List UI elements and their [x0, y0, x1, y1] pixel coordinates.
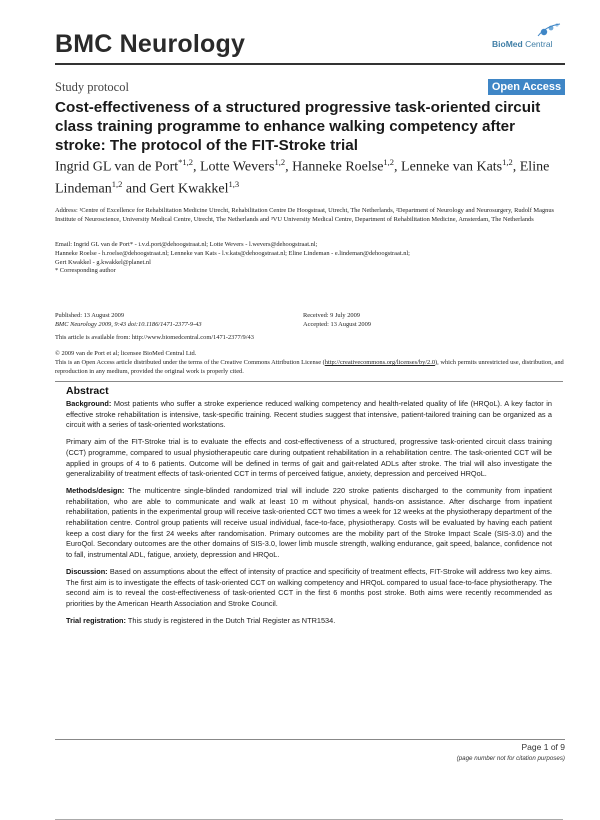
author-emails: [55, 240, 565, 267]
author-affiliation: 1,2: [502, 157, 513, 167]
abstract-registration: Trial registration: This study is registered in the Dutch Trial Register as NTR1534.: [66, 615, 336, 625]
email-line: Gert Kwakkel - g.kwakkel@planet.nl: [55, 259, 151, 266]
abstract-aim: Primary aim of the FIT-Stroke trial is to evaluate the effects and cost-effectiveness of a structured, progressive task-oriented circuit class training (CCT) programme, compared to usual physiotherapeutic care during outpatient rehabilitation in a rehabilitation centre. The task-oriented CCT will be applied in groups of 4 to 6 patients. Outcome will be defined in terms of gait and gait-related ADLs after stroke. The trial will also investigate the generalizability of treatment effects of task-oriented CCT in terms of perceived fatigue, anxiety, depression and perceived HRQoL.: [66, 437, 552, 479]
abstract-discussion: Discussion: Based on assumptions about the effect of intensity of practice and specificity of treatment effects, FIT-Stroke will address two key aims. The first aim is to investigate the effects of task-oriented CCT on walking competency and HRQoL compared to usual face-to-face physiotherapy. The second aim is to reveal the cost-effectiveness of task-oriented CCT in the first 6 months post stroke. Both aims were recently recommended as priorities by the American Hearth Association and Stroke Council.: [66, 566, 552, 608]
page-number: Page 1 of 9: [521, 742, 565, 752]
availability-url[interactable]: This article is available from: http://www.biomedcentral.com/1471-2377/9/43: [55, 334, 254, 341]
author-list: Ingrid GL van de Port$^{*1,2}$, Lotte Wevers$^{1,2}$, Hanneke Roelse$^{1,2}$, Lenneke van Kats$^{1,2}$, Eline Lindeman$^{1,2}$ and Gert Kwakkel$^{1,3}$: [55, 157, 550, 197]
author-name: Lenneke van Kats: [401, 159, 503, 175]
article-title: Cost-effectiveness of a structured progressive task-oriented circuit class training programme to enhance walking competency after stroke: The protocol of the FIT-Stroke trial: [55, 99, 541, 154]
citation: BMC Neurology 2009, 9:43 doi:10.1186/1471-2377-9-43: [55, 321, 202, 328]
abstract-methods: Methods/design: The multicentre single-blinded randomized trial will include 220 stroke patients discharged to the community from inpatient rehabilitation, who are able to communicate and walk at least 10 m without physical, hands-on assistance. After discharge from inpatient rehabilitation, patients in the experimental group will receive task-oriented CCT two times a week for 12 weeks at the physiotherapy department of the rehabilitation centre. Control group patients will receive usual individual, face-to-face, physiotherapy. Costs will be evaluated by having each patient keep a cost diary for the first 24 weeks after randomisation. Primary outcomes are the mobility part of the Stroke Impact Scale (SIS-3.0) and the EuroQol. Secondary outcomes are the other domains of SIS-3.0, lower limb muscle strength, walking endurance, gait speed, balance, confidence not to fall, instrumental ADL, fatigue, anxiety, depression and HRQoL.: [66, 485, 552, 560]
author-addresses: Address: ¹Centre of Excellence for Rehabilitation Medicine Utrecht, Rehabilitation Centre De Hoogstraat, Utrecht, The Netherlands, ²Department of Neurology and Neurosurgery, Rudolf Magnus Institute of Neuroscience, University Medical Centre, Utrecht, The Netherlands and ³VU University Medical Centre, Department of Rehabilitation Medicine, Amsterdam, The Netherlands: [55, 207, 555, 223]
accepted-date: Accepted: 13 August 2009: [303, 321, 371, 328]
article-type: Study protocol: [55, 80, 129, 94]
author-affiliation: 1,2: [383, 157, 395, 167]
abstract-background: Background: Most patients who suffer a stroke experience reduced walking competency and health-related quality of life (HRQoL). A key factor in effective stroke rehabilitation is intensive, task-specific training. Recent studies suggest that intensive, patient-tailored training can be organized as a circuit with a series of task-oriented workstations.: [66, 399, 552, 430]
corresponding-author-note: * Corresponding author: [55, 267, 116, 274]
footer-rule: [55, 739, 565, 740]
page-number-note: (page number not for citation purposes): [456, 755, 565, 762]
author-name: Ingrid GL van de Port: [55, 159, 179, 175]
logo-dots-icon: [522, 22, 562, 38]
open-access-badge: Open Access: [488, 79, 565, 95]
author-affiliation: 1,3: [228, 179, 240, 190]
license-text: This is an Open Access article distributed under the terms of the Creative Commons Attribution License (http://creativecommons.org/licenses/by/2.0), which permits unrestricted use, distribution, and reproduction in any medium, provided the original work is properly cited.: [55, 359, 564, 375]
journal-title: BMC Neurology: [55, 30, 246, 58]
received-date: Received: 9 July 2009: [303, 312, 360, 319]
copyright-line: © 2009 van de Port et al; licensee BioMed Central Ltd.: [55, 350, 197, 357]
author-name: Gert Kwakkel: [149, 181, 229, 197]
publication-info: [55, 311, 202, 329]
abstract-heading: Abstract: [66, 385, 109, 397]
biomed-central-logo: [492, 22, 564, 56]
author-name: Hanneke Roelse: [292, 159, 384, 175]
logo-wordmark: BioMed Central: [492, 39, 553, 49]
email-line: Hanneke Roelse - h.roelse@dehoogstraat.nl; Lenneke van Kats - l.v.kats@dehoogstraat.nl; Eline Lindeman - e.lindeman@dehoogstraat.nl;: [55, 250, 410, 257]
license-link[interactable]: http://creativecommons.org/licenses/by/2.0: [324, 359, 436, 366]
published-date: Published: 13 August 2009: [55, 312, 125, 319]
author-affiliation: 1,2: [274, 157, 286, 167]
author-name: Eline Lindeman: [55, 159, 550, 197]
received-accepted-dates: [303, 311, 371, 329]
abstract-body: [66, 399, 552, 632]
author-affiliation: *1,2: [178, 157, 193, 167]
author-name: Lotte Wevers: [200, 159, 275, 175]
header-rule: [55, 63, 565, 65]
copyright-notice: [55, 349, 565, 376]
email-line: Email: Ingrid GL van de Port* - i.v.d.port@dehoogstraat.nl; Lotte Wevers - l.wevers@dehoogstraat.nl;: [55, 241, 318, 248]
author-affiliation: 1,2: [111, 179, 123, 190]
